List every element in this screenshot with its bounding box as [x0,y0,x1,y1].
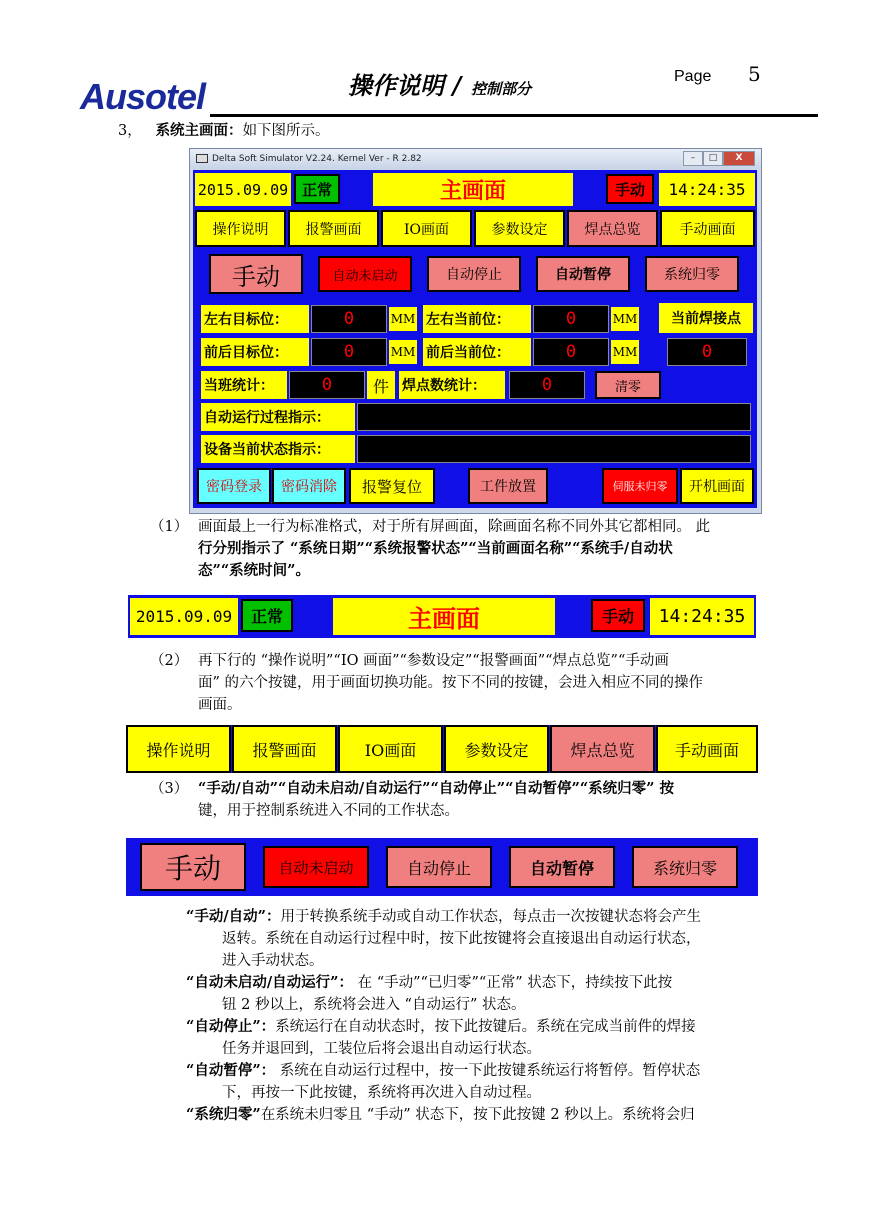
def-auto-pause [186,1060,811,1104]
device-state-label: 设备当前状态指示： [201,435,355,463]
strip-mode: 手动 [591,599,645,632]
fb-target-label: 前后目标位： [201,338,309,366]
clear-count-button[interactable]: 清零 [595,371,661,399]
hmi-screen [193,170,757,508]
shift-count-value: 0 [289,371,365,399]
strip-nav-io-screen: IO画面 [338,725,443,773]
minimize-button[interactable]: – [683,151,703,166]
strip-nav-weld-overview: 焊点总览 [550,725,655,773]
auto-process-display [357,403,751,431]
nav-buttons-strip [126,725,758,773]
section-number: 3， [118,123,142,139]
def-text: 在 “手动”“已归零”“正常” 状态下，持续按下此按 [352,975,673,991]
def-system-zero [186,1104,811,1126]
doc-title-main: 操作说明 / [348,71,462,100]
screen-name: 主画面 [373,173,573,206]
shift-count-unit: 件 [367,371,395,399]
item-3-line-1: “手动/自动”“自动未启动/自动运行”“自动停止”“自动暂停”“系统归零” 按 [198,780,675,797]
fb-current-value: 0 [533,338,609,366]
auto-not-started-button[interactable]: 自动未启动 [318,256,412,292]
shift-count-label: 当班统计： [201,371,287,399]
app-icon [196,154,208,163]
current-weld-point-label: 当前焊接点 [659,303,753,333]
current-weld-point-value: 0 [667,338,747,366]
def-auto-stop [186,1016,811,1060]
def-text: 下，再按一下此按键，系统将再次进入自动过程。 [222,1085,541,1101]
item-2-number: （2） [150,653,189,669]
def-text: 进入手动状态。 [222,953,324,969]
section-heading [118,120,330,142]
close-button[interactable]: X [723,151,755,166]
item-2-line-2: 面” 的六个按键，用于画面切换功能。按下不同的按键，会进入相应不同的操作 [198,675,704,691]
weld-count-label: 焊点数统计： [399,371,505,399]
section-title: 系统主画面： [155,122,243,139]
strip-nav-parameter-settings: 参数设定 [444,725,549,773]
window-titlebar [190,149,761,169]
lr-current-unit: MM [611,307,639,331]
doc-title [348,66,531,101]
def-term: “手动/自动”： [186,908,281,925]
fb-current-label: 前后当前位： [423,338,531,366]
workpiece-place-button[interactable]: 工件放置 [468,468,548,504]
item-3-number: （3） [150,781,189,797]
fb-current-unit: MM [611,340,639,364]
def-term: “系统归零” [186,1106,261,1123]
strip-nav-alarm-screen: 报警画面 [232,725,337,773]
lr-target-value: 0 [311,305,387,333]
strip-auto-stop: 自动停止 [386,846,492,888]
company-logo: Ausotel [80,76,206,117]
startup-screen-button[interactable]: 开机画面 [680,468,754,504]
device-state-display [357,435,751,463]
definitions-list [186,906,811,1126]
lr-current-value: 0 [533,305,609,333]
nav-parameter-settings[interactable]: 参数设定 [474,210,565,247]
def-text: 钮 2 秒以上，系统将会进入 “自动运行” 状态。 [222,997,526,1013]
strip-auto-not-started: 自动未启动 [263,846,369,888]
lr-target-label: 左右目标位： [201,305,309,333]
fb-target-unit: MM [389,340,417,364]
alarm-reset-button[interactable]: 报警复位 [349,468,435,504]
strip-time: 14:24:35 [650,598,754,635]
item-3-text [198,778,808,822]
def-term: “自动暂停”： [186,1062,276,1079]
auto-pause-button[interactable]: 自动暂停 [536,256,630,292]
lr-current-label: 左右当前位： [423,305,531,333]
item-1-number: （1） [150,519,189,535]
section-desc: 如下图所示。 [242,123,330,139]
strip-manual-auto: 手动 [140,843,246,891]
header-rule [210,114,818,117]
item-2-line-3: 画面。 [198,697,242,713]
page-number: 5 [748,62,761,86]
def-text: 返转。系统在自动运行过程中时，按下此按键将会直接退出自动运行状态， [222,931,701,947]
page-label: Page [674,68,712,85]
system-zero-button[interactable]: 系统归零 [645,256,739,292]
item-1-line-3: 态”“系统时间”。 [198,562,311,579]
alarm-status-badge: 正常 [294,174,340,204]
strip-nav-manual-screen: 手动画面 [656,725,758,773]
system-time: 14:24:35 [659,173,755,206]
system-date: 2015.09.09 [195,173,291,206]
def-term: “自动停止”： [186,1018,276,1035]
fb-target-value: 0 [311,338,387,366]
lr-target-unit: MM [389,307,417,331]
item-1-line-1: 画面最上一行为标准格式，对于所有屏画面，除画面名称不同外其它都相同。 此 [198,519,711,535]
item-1-line-2: 行分别指示了 “系统日期”“系统报警状态”“当前画面名称”“系统手/自动状 [198,540,673,557]
mode-indicator[interactable]: 手动 [606,174,654,204]
strip-date: 2015.09.09 [130,598,238,635]
strip-nav-operation-manual: 操作说明 [126,725,231,773]
nav-alarm-screen[interactable]: 报警画面 [288,210,379,247]
strip-alarm-status: 正常 [241,599,293,632]
control-buttons-strip [126,838,758,896]
manual-auto-toggle-button[interactable]: 手动 [209,254,303,294]
strip-auto-pause: 自动暂停 [509,846,615,888]
item-1-text [198,516,808,582]
item-2-text [198,650,808,716]
def-text: 任务并退回到，工装位后将会退出自动运行状态。 [222,1041,541,1057]
def-text: 系统在自动运行过程中，按一下此按键系统运行将暂停。暂停状态 [275,1063,701,1079]
servo-not-zeroed-button[interactable]: 伺服未归零 [602,468,678,504]
def-text: 系统运行在自动状态时，按下此按键后。系统在完成当前件的焊接 [275,1019,696,1035]
nav-operation-manual[interactable]: 操作说明 [195,210,286,247]
auto-process-label: 自动运行过程指示： [201,403,355,431]
window-title: Delta Soft Simulator V2.24. Kernel Ver - R 2.82 [212,154,422,164]
nav-io-screen[interactable]: IO画面 [381,210,472,247]
password-clear-button[interactable]: 密码消除 [272,468,346,504]
nav-manual-screen[interactable]: 手动画面 [660,210,755,247]
def-term: “自动未启动/自动运行”： [186,974,353,991]
maximize-button[interactable]: □ [703,151,723,166]
weld-count-value: 0 [509,371,585,399]
strip-system-zero: 系统归零 [632,846,738,888]
def-auto-start [186,972,811,1016]
def-manual-auto [186,906,811,972]
def-text: 用于转换系统手动或自动工作状态，每点击一次按键状态将会产生 [280,909,701,925]
status-bar-strip [128,595,756,638]
simulator-window [189,148,762,514]
auto-stop-button[interactable]: 自动停止 [427,256,521,292]
password-login-button[interactable]: 密码登录 [197,468,271,504]
doc-subtitle: 控制部分 [471,80,532,98]
item-3-line-2: 键，用于控制系统进入不同的工作状态。 [198,803,459,819]
strip-screen-name: 主画面 [333,598,555,635]
def-text: 在系统未归零且 “手动” 状态下，按下此按键 2 秒以上。系统将会归 [260,1107,695,1123]
item-2-line-1: 再下行的 “操作说明”“IO 画面”“参数设定”“报警画面”“焊点总览”“手动画 [198,653,669,669]
nav-weld-overview[interactable]: 焊点总览 [567,210,658,247]
